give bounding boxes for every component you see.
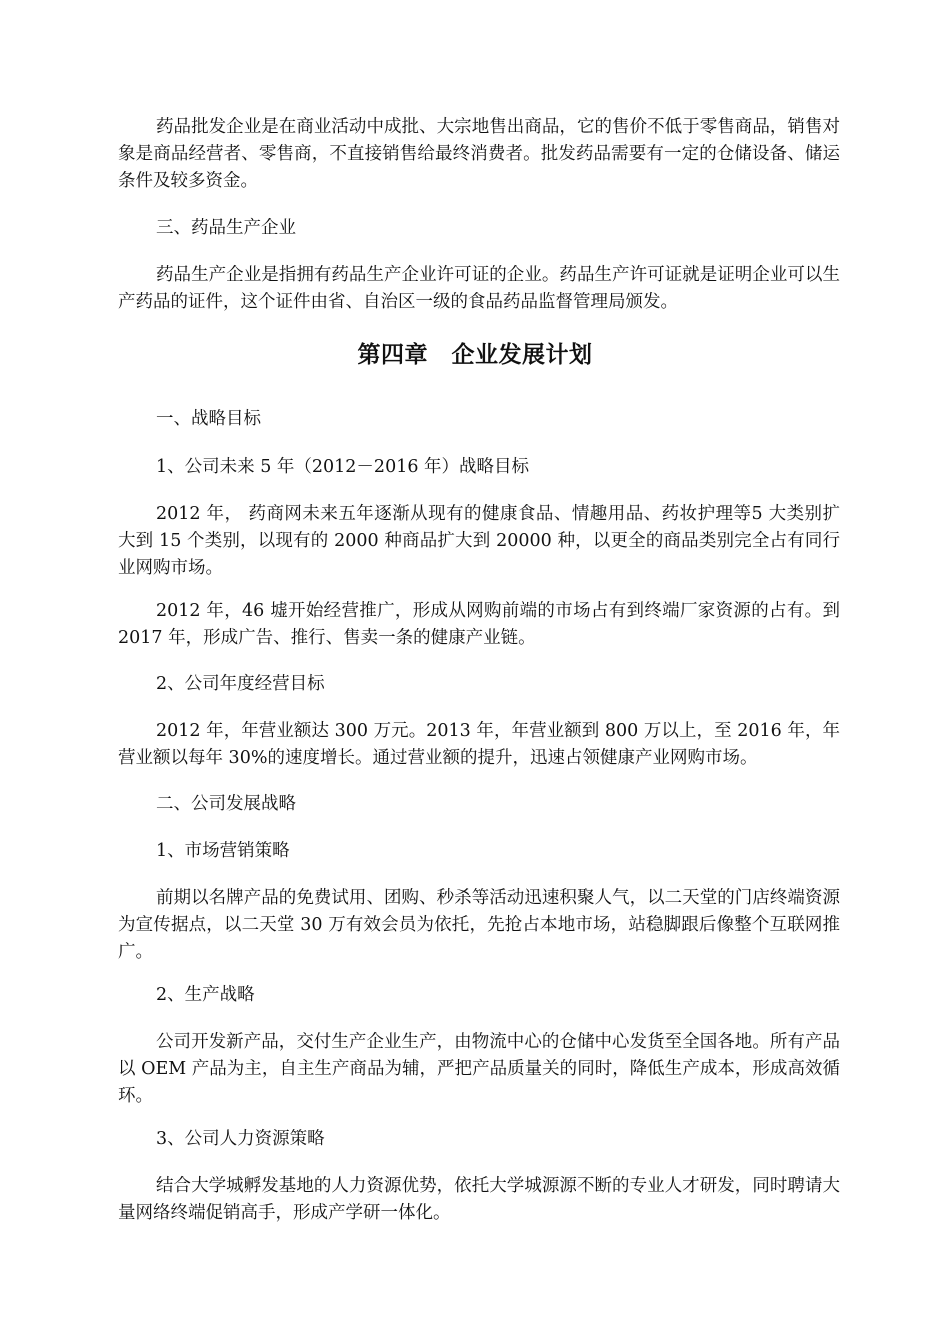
heading-hr-strategy: 3、公司人力资源策略 (156, 1129, 325, 1149)
paragraph-hr-strategy: 结合大学城孵发基地的人力资源优势，依托大学城源源不断的专业人才研发，同时聘请大量网络终端促销高手，形成产学研一体化。 (118, 1176, 840, 1223)
heading-production-strategy: 2、生产战略 (156, 985, 255, 1005)
heading-strategy-goal: 一、战略目标 (156, 409, 261, 429)
paragraph-marketing-strategy: 前期以名牌产品的免费试用、团购、秒杀等活动迅速积聚人气，以二天堂的门店终端资源为宣传据点，以二天堂 30 万有效会员为依托，先抢占本地市场，站稳脚跟后像整个互联网推广。 (118, 888, 840, 962)
paragraph-annual-goal: 2012 年，年营业额达 300 万元。2013 年，年营业额到 800 万以上，至 2016 年，年营业额以每年 30%的速度增长。通过营业额的提升，迅速占领健康产业网购市场。 (118, 721, 840, 768)
heading-five-year-goal: 1、公司未来 5 年（2012－2016 年）战略目标 (156, 457, 530, 477)
paragraph-promotion: 2012 年，46 墟开始经营推广，形成从网购前端的市场占有到终端厂家资源的占有。到 2017 年，形成广告、推行、售卖一条的健康产业链。 (118, 601, 840, 648)
paragraph-five-year-goal: 2012 年， 药商网未来五年逐渐从现有的健康食品、情趣用品、药妆护理等5 大类别扩大到 15 个类别，以现有的 2000 种商品扩大到 20000 种，以更全的商品类别完全占有同行业网购市场。 (118, 504, 840, 578)
chapter-title: 第四章 企业发展计划 (357, 341, 593, 368)
paragraph-production-strategy: 公司开发新产品，交付生产企业生产，由物流中心的仓储中心发货至全国各地。所有产品以 OEM 产品为主，自主生产商品为辅，严把产品质量关的同时，降低生产成本，形成高效循环。 (118, 1032, 840, 1106)
heading-annual-goal: 2、公司年度经营目标 (156, 674, 325, 694)
heading-development-strategy: 二、公司发展战略 (156, 794, 296, 814)
paragraph-wholesale: 药品批发企业是在商业活动中成批、大宗地售出商品，它的售价不低于零售商品，销售对象是商品经营者、零售商，不直接销售给最终消费者。批发药品需要有一定的仓储设备、储运条件及较多资金。 (118, 117, 840, 191)
heading-production-enterprise: 三、药品生产企业 (156, 218, 296, 238)
paragraph-production-enterprise: 药品生产企业是指拥有药品生产企业许可证的企业。药品生产许可证就是证明企业可以生产药品的证件，这个证件由省、自治区一级的食品药品监督管理局颁发。 (118, 265, 840, 312)
heading-marketing-strategy: 1、市场营销策略 (156, 841, 290, 861)
